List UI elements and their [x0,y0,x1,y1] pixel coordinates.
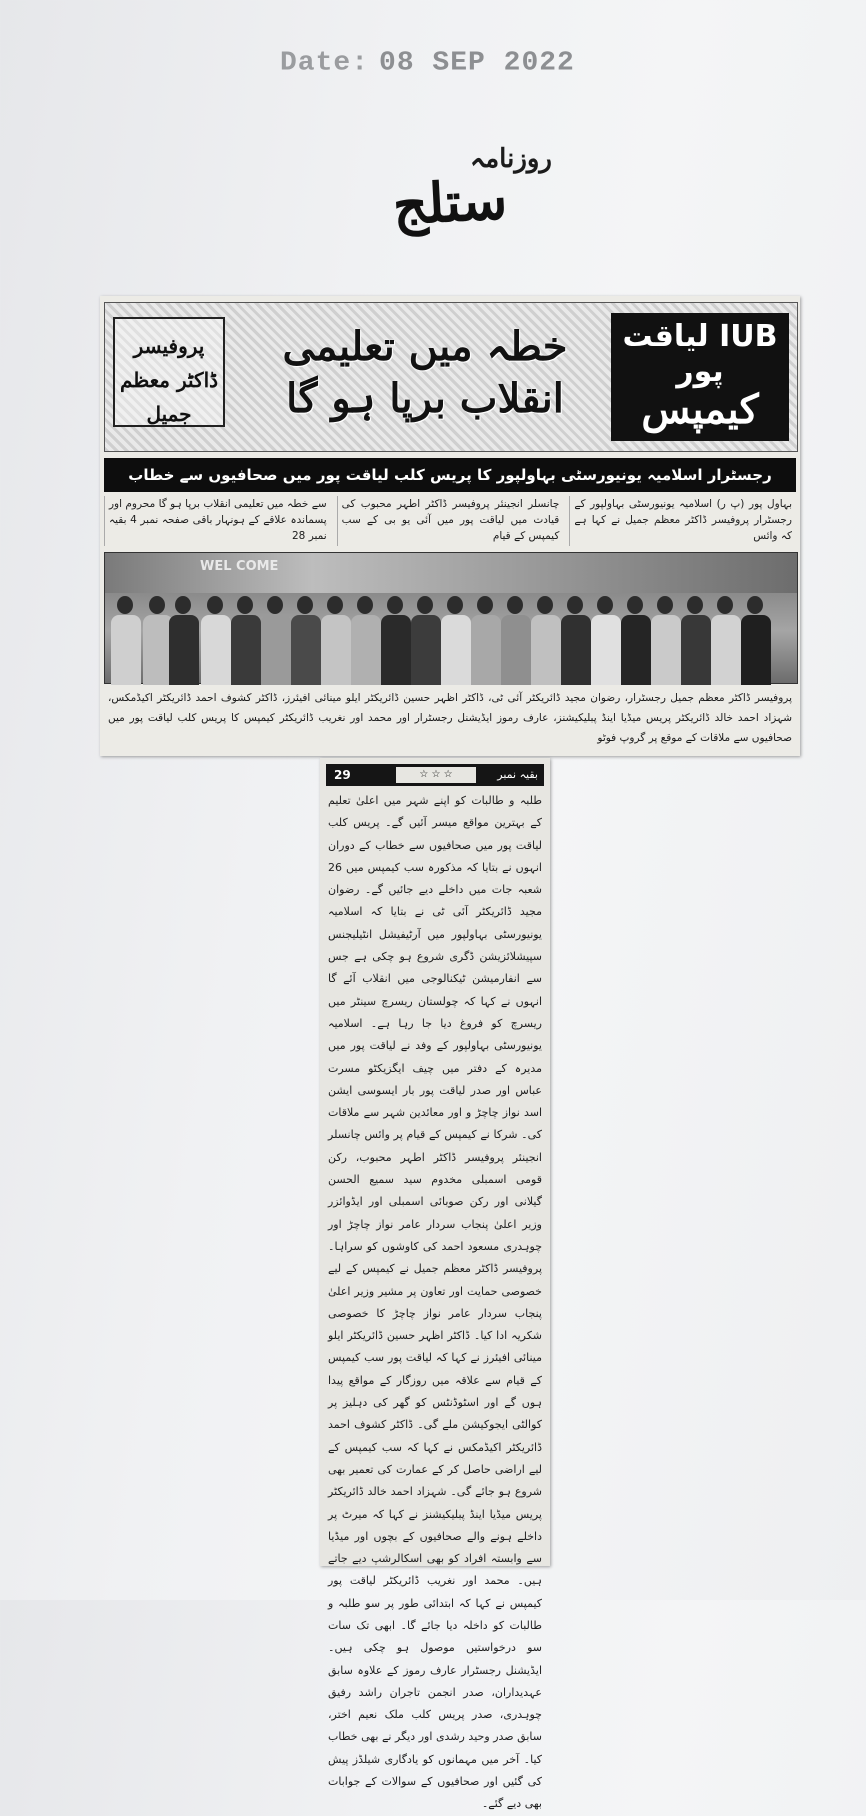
sub-headline: رجسٹرار اسلامیہ یونیورسٹی بہاولپور کا پریس کلب لیاقت پور میں صحافیوں سے خطاب [104,458,796,492]
photo-person [621,596,649,685]
group-photo [104,552,798,684]
continuation-number: 29 [334,768,351,782]
photo-person [231,596,259,685]
byline-box: پروفیسر ڈاکٹر معظم جمیل [113,317,225,427]
date-stamp-label: Date: [280,48,370,79]
photo-person [471,596,499,685]
photo-person [651,596,679,685]
newspaper-masthead [360,140,560,260]
continuation-label: بقیہ نمبر [497,768,538,781]
photo-person [321,596,349,685]
continuation-stars: ☆ ☆ ☆ [396,767,476,783]
continuation-clipping [320,758,550,1811]
intro-column: سے خطہ میں تعلیمی انقلاب برپا ہو گا محروم اور پسماندہ علاقے کے ہونہار باقی صفحہ نمبر 4 بقیہ نمبر 28 [104,496,331,546]
headline-banner [104,302,798,452]
photo-person [711,596,739,685]
date-stamp-value: 08 SEP 2022 [379,48,575,79]
photo-caption: پروفیسر ڈاکٹر معظم جمیل رجسٹرار، رضوان مجید ڈائریکٹر آئی ٹی، ڈاکٹر اظہر حسین ڈائریکٹر ایلو مینائی افیئرز، ڈاکٹر کشوف احمد ڈائریکٹر اکیڈمکس، شہزاد احمد خالد ڈائریکٹر پریس میڈیا اینڈ پبلیکیشنز، عارف رموز ایڈیشنل رجسٹرار اور محمد اور نغریب ڈائریکٹر کیمپس کا پریس کلب لیاقت پور میں صحافیوں سے ملاقات کے موقع پر گروپ فوٹو [108,692,792,744]
photo-person [143,596,171,685]
main-headline: خطہ میں تعلیمی انقلاب برپا ہو گا [282,323,568,422]
photo-person [351,596,379,685]
photo-person [291,596,319,685]
masthead-title: ستلج [391,167,509,237]
photo-person [261,596,289,685]
photo-person [591,596,619,685]
photo-person [741,596,769,685]
photo-person [561,596,589,685]
photo-person [501,596,529,685]
logo-campus-text: کیمپس [641,386,759,433]
photo-person [681,596,709,685]
masthead-prefix: روزنامہ [470,144,552,174]
photo-welcome-sign: WEL COME [200,559,279,574]
photo-person [169,596,197,685]
logo-iub-text: IUB لیاقت پور [622,319,778,389]
news-clipping [100,296,800,756]
photo-person [201,596,229,685]
continuation-header [326,764,544,786]
photo-person [531,596,559,685]
photo-person [381,596,409,685]
campus-logo-box [611,313,789,441]
photo-person [111,596,139,685]
intro-columns [104,496,796,546]
photo-person [441,596,469,685]
intro-column: بہاول پور (پ ر) اسلامیہ یونیورسٹی بہاولپور کے رجسٹرار پروفیسر ڈاکٹر معظم جمیل نے کہا ہے کہ وائس [569,496,796,546]
continuation-body: طلبہ و طالبات کو اپنے شہر میں اعلیٰ تعلیم کے بہترین مواقع میسر آئیں گے۔ پریس کلب لیاقت پور میں صحافیوں سے خطاب کے دوران انہوں نے بتایا کہ مذکورہ سب کیمپس میں 26 شعبہ جات میں داخلے دیے جائیں گے۔ رضوان مجید ڈائریکٹر آئی ٹی نے بتایا کہ اسلامیہ یونیورسٹی بہاولپور میں آرٹیفیشل انٹیلیجنس سپیشلائزیشن ڈگری شروع ہو چکی ہے جس سے انفارمیشن ٹیکنالوجی میں انقلاب آئے گا انہوں نے کہا کہ چولستان ریسرچ سینٹر میں ریسرچ کو فروغ دیا جا رہا ہے۔ اسلامیہ یونیورسٹی بہاولپور کے وفد نے لیاقت پور میں مدیرہ کے دفتر میں چیف ایگزیکٹو مسرت عباس اور صدر لیاقت پور بار ایسوسی ایشن اسد نواز چاچڑ و اور معائدین شہر سے ملاقات کی۔ شرکا نے کیمپس کے قیام پر وائس چانسلر انجینئر پروفیسر ڈاکٹر اطہر محبوب، رکن قومی اسمبلی مخدوم سید سمیع الحسن گیلانی اور رکن صوبائی اسمبلی اور ایڈوائزر وزیر اعلیٰ پنجاب سردار عامر نواز چاچڑ اور چوہدری مسعود احمد کی کاوشوں کو سراہا۔ پروفیسر ڈاکٹر معظم جمیل نے کیمپس کے لیے خصوصی حمایت اور تعاون پر مشیر وزیر اعلیٰ پنجاب سردار عامر نواز چاچڑ کا خصوصی شکریہ ادا کیا۔ ڈاکٹر اظہر حسین ڈائریکٹر ایلو مینائی افیئرز نے کہا کہ لیاقت پور سب کیمپس کے قیام سے علاقہ میں روزگار کے مواقع پیدا ہوں گے اور اسٹوڈنٹس کو گھر کی دہلیز پر کوالٹی ایجوکیشن ملے گی۔ ڈاکٹر کشوف احمد ڈائریکٹر اکیڈمکس نے کہا کہ سب کیمپس کے لیے اراضی حاصل کر کے عمارت کی تعمیر بھی شروع ہو جائے گی۔ شہزاد احمد خالد ڈائریکٹر پریس میڈیا اینڈ پبلیکیشنز نے کہا کہ میرٹ پر داخلے ہونے والے صحافیوں کے بچوں اور میڈیا سے وابستہ افراد کو بھی اسکالرشپ دیے جاتے ہیں۔ محمد اور نغریب ڈائریکٹر لیاقت پور کیمپس نے کہا کہ ابتدائی طور پر سو طلبہ و طالبات کو داخلہ دیا جائے گا۔ ابھی تک سات سو درخواستیں موصول ہو چکی ہیں۔ ایڈیشنل رجسٹرار عارف رموز کے علاوہ سابق عہدیداران، صدر انجمن تاجران راشد رفیق چوہدری، صدر پریس کلب ملک نعیم اختر، سابق صدر وحید رشدی اور دیگر نے بھی خطاب کیا۔ آخر میں مہمانوں کو یادگاری شیلڈز پیش کی گئیں اور صحافیوں کے سوالات کے جوابات بھی دیے گئے۔ [328,794,542,1811]
intro-column: چانسلر انجینئر پروفیسر ڈاکٹر اطہر محبوب کی قیادت میں لیاقت پور میں آئی یو بی کے سب کیمپس کے قیام [337,496,564,546]
date-stamp [280,49,575,78]
photo-person [411,596,439,685]
